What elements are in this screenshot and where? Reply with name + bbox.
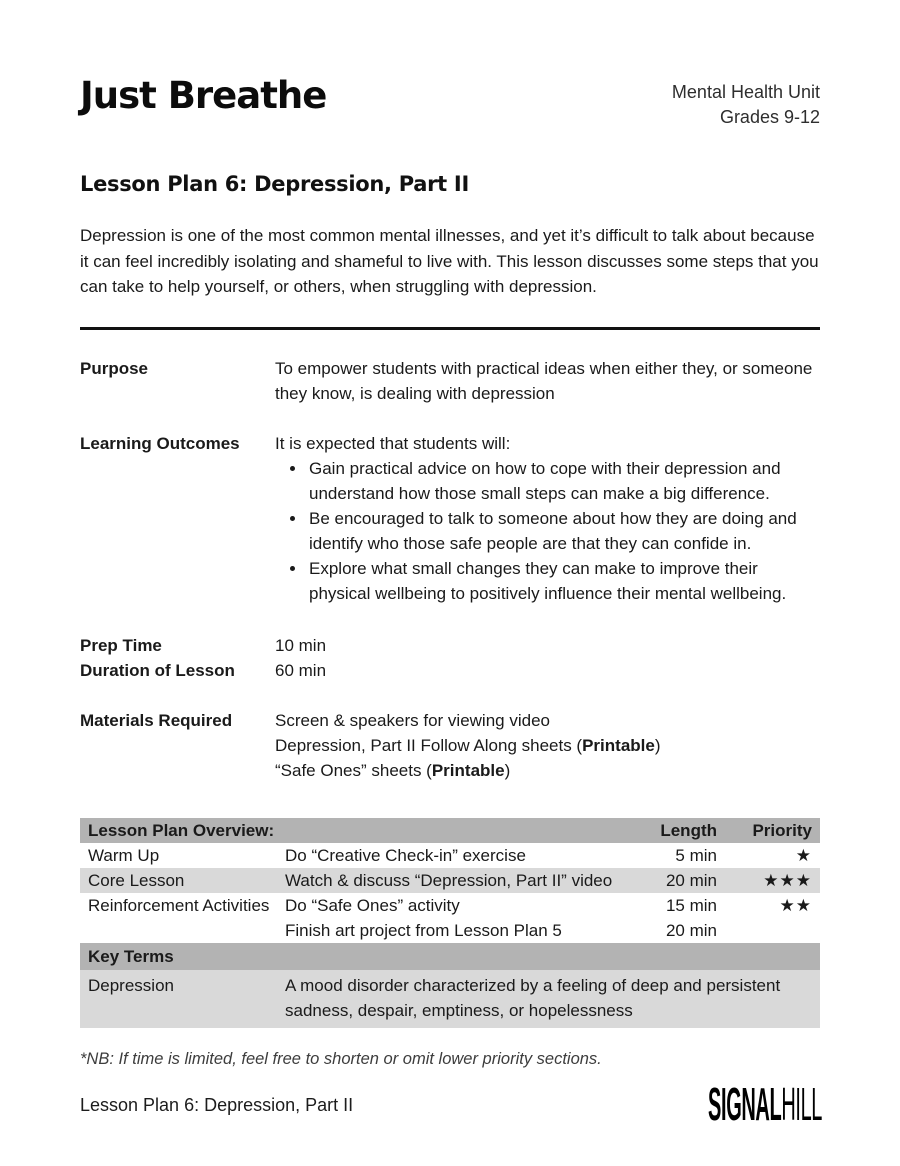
outcome-item: • Gain practical advice on how to cope with their depression and understand how those small steps can make a big difference. [307,456,820,506]
logo-text-heavy: SIGNAL [707,1078,782,1130]
purpose-text: To empower students with practical ideas when either they, or someone they know, is dealing with depression [275,358,813,403]
prep-time-row [80,633,820,658]
duration-value: 60 min [275,660,327,680]
length-cell: 20 min [665,870,717,890]
material-item [275,733,820,758]
brand-title: Just Breathe [80,74,327,117]
material-bold: Printable [582,735,655,755]
priority-header: Priority [752,820,812,840]
material-text: “Safe Ones” sheets ( [275,760,432,780]
purpose-section [80,356,820,406]
material-text: ) [654,735,661,755]
material-item [275,758,820,783]
duration-label: Duration of Lesson [80,660,235,680]
material-bold: Printable [431,760,505,780]
priority-cell: ★ [795,845,812,865]
unit-name: Mental Health Unit [671,82,820,102]
signalhill-logo [708,1078,822,1131]
materials-label: Materials Required [80,710,233,730]
unit-grades: Grades 9-12 [719,107,820,127]
lesson-overview-table [80,818,820,1028]
phase-cell: Warm Up [88,845,160,865]
material-text: Depression, Part II Follow Along sheets ( [275,735,583,755]
outcomes-section [80,431,820,606]
activity-cell: Watch & discuss “Depression, Part II” video [285,870,613,890]
length-cell: 15 min [665,895,717,915]
material-text: ) [504,760,511,780]
priority-cell: ★★★ [763,870,812,890]
unit-info [672,80,820,130]
outcome-item: • Explore what small changes they can make to improve their physical wellbeing to positively influence their mental wellbeing. [307,556,820,606]
overview-title: Lesson Plan Overview: [88,820,275,840]
purpose-label: Purpose [80,358,149,378]
duration-row [80,658,820,683]
activity-cell: Finish art project from Lesson Plan 5 [285,920,562,940]
lesson-title: Lesson Plan 6: Depression, Part II [80,172,469,196]
footer-lesson-title: Lesson Plan 6: Depression, Part II [80,1094,354,1115]
table-row [80,893,820,918]
outcomes-intro: It is expected that students will: [275,433,511,453]
length-header: Length [660,820,717,840]
priority-cell: ★★ [779,895,812,915]
priority-cell [717,928,820,932]
outcomes-label: Learning Outcomes [80,433,240,453]
outcome-item: • Be encouraged to talk to someone about how they are doing and identify who those safe people are that they can confide in. [307,506,820,556]
logo-text-light: HILL [781,1078,822,1130]
term-name: Depression [88,975,174,995]
phase-cell [80,928,285,932]
page-header [80,76,820,130]
timing-section [80,633,820,683]
table-row [80,918,820,943]
overview-header-row [80,818,820,843]
activity-cell: Do “Safe Ones” activity [285,895,460,915]
priority-note: *NB: If time is limited, feel free to shorten or omit lower priority sections. [80,1049,602,1068]
table-row [80,868,820,893]
page-footer [80,1078,822,1132]
material-text: Screen & speakers for viewing video [275,710,550,730]
outcomes-content [275,431,820,606]
prep-time-value: 10 min [275,635,327,655]
materials-section [80,708,820,783]
length-cell: 20 min [665,920,717,940]
divider-rule [80,327,820,330]
phase-cell: Reinforcement Activities [88,895,270,915]
activity-cell: Do “Creative Check-in” exercise [285,845,526,865]
phase-cell: Core Lesson [88,870,185,890]
key-terms-header: Key Terms [80,943,820,970]
prep-time-label: Prep Time [80,635,162,655]
length-cell: 5 min [675,845,717,865]
term-definition: A mood disorder characterized by a feeling of deep and persistent sadness, despair, emptiness, or hopelessness [285,975,781,1020]
lesson-intro: Depression is one of the most common mental illnesses, and yet it’s difficult to talk about because it can feel incredibly isolating and shameful to live with. This lesson discusses some steps that you can take to help yourself, or others, when struggling with depression. [80,226,819,296]
materials-list [275,708,820,783]
table-row [80,843,820,868]
material-item [275,708,820,733]
key-term-row [80,970,820,1028]
outcomes-list [275,456,820,606]
